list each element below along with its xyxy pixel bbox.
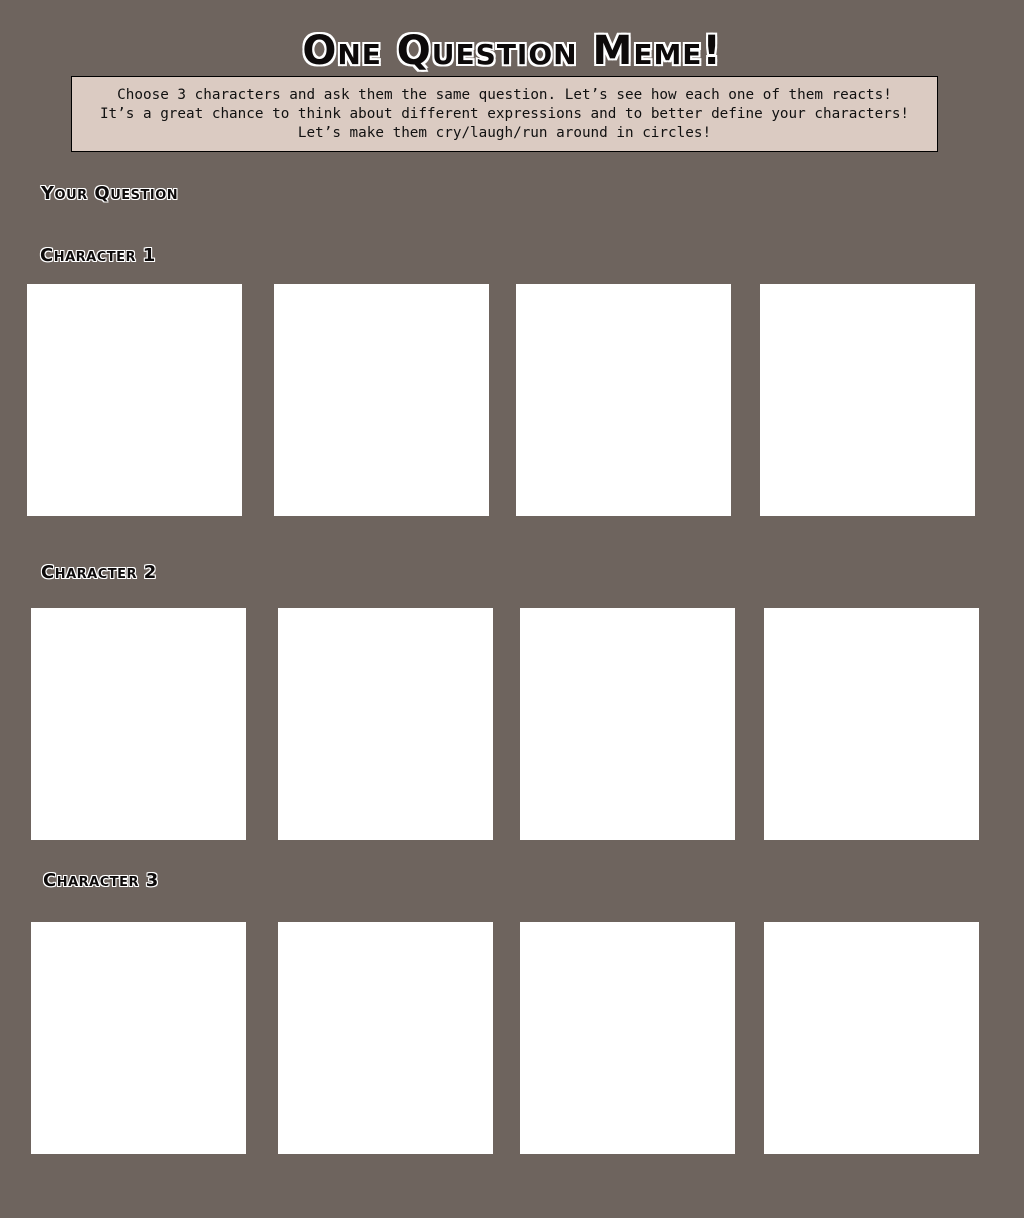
character-3-label: Character 3 — [43, 870, 159, 891]
character-3-panel-1[interactable] — [31, 922, 246, 1154]
character-1-panel-2[interactable] — [274, 284, 489, 516]
character-3-panel-3[interactable] — [520, 922, 735, 1154]
character-3-panel-4[interactable] — [764, 922, 979, 1154]
character-2-label: Character 2 — [41, 562, 157, 583]
character-1-label: Character 1 — [40, 245, 156, 266]
character-2-panel-3[interactable] — [520, 608, 735, 840]
character-1-panel-3[interactable] — [516, 284, 731, 516]
instructions-line-1: Choose 3 characters and ask them the same question. Let’s see how each one of them reacts! — [117, 87, 892, 103]
character-2-panel-1[interactable] — [31, 608, 246, 840]
instructions-line-2: It’s a great chance to think about different expressions and to better define your characters! — [99, 106, 910, 122]
your-question-label: Your Question — [41, 183, 179, 204]
instructions-line-3: Let’s make them cry/laugh/run around in circles! — [297, 125, 712, 141]
page-title: One Question Meme! — [302, 28, 722, 74]
character-2-panel-4[interactable] — [764, 608, 979, 840]
character-1-panel-4[interactable] — [760, 284, 975, 516]
instructions-box — [71, 76, 938, 152]
character-3-panel-2[interactable] — [278, 922, 493, 1154]
character-1-panel-1[interactable] — [27, 284, 242, 516]
character-2-panel-2[interactable] — [278, 608, 493, 840]
